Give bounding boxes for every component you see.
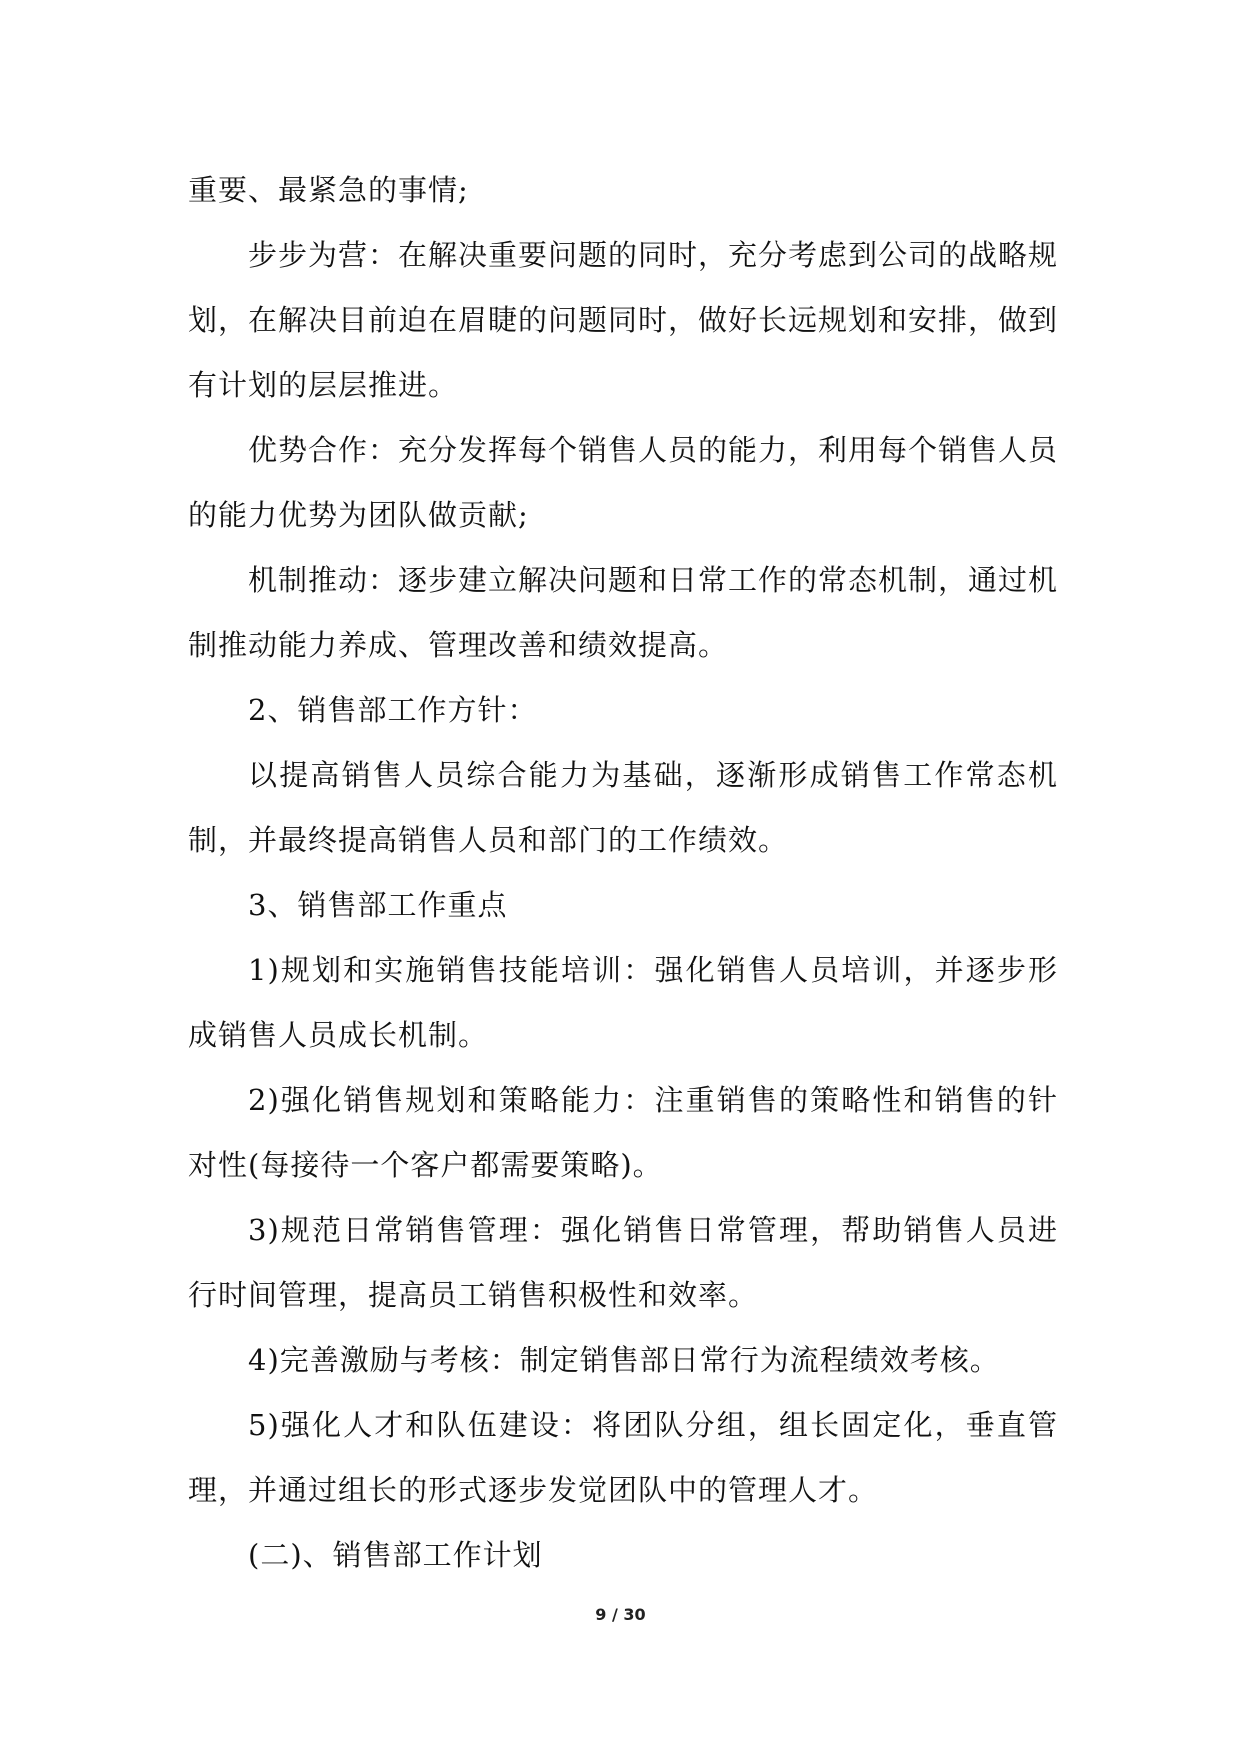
list-item-5: 5)强化人才和队伍建设：将团队分组，组长固定化，垂直管理，并通过组长的形式逐步发觉团队中的管理人才。 — [188, 1408, 1058, 1507]
document-body — [188, 158, 1058, 1588]
section-heading-work-policy: 2、销售部工作方针： — [248, 693, 538, 727]
paragraph-2: 步步为营：在解决重要问题的同时，充分考虑到公司的战略规划，在解决目前迫在眉睫的问题同时，做好长远规划和安排，做到有计划的层层推进。 — [188, 238, 1059, 402]
paragraph-4: 机制推动：逐步建立解决问题和日常工作的常态机制，通过机制推动能力养成、管理改善和绩效提高。 — [188, 563, 1059, 662]
page-number: 9 / 30 — [595, 1605, 646, 1624]
list-item-4: 4)完善激励与考核：制定销售部日常行为流程绩效考核。 — [248, 1343, 1000, 1377]
list-item-3: 3)规范日常销售管理：强化销售日常管理，帮助销售人员进行时间管理，提高员工销售积极性和效率。 — [188, 1213, 1058, 1312]
list-item-2: 2)强化销售规划和策略能力：注重销售的策略性和销售的针对性(每接待一个客户都需要策略)。 — [188, 1083, 1058, 1182]
paragraph-1: 重要、最紧急的事情; — [188, 173, 469, 207]
paragraph-3: 优势合作：充分发挥每个销售人员的能力，利用每个销售人员的能力优势为团队做贡献; — [188, 433, 1059, 532]
section-heading-work-plan: (二)、销售部工作计划 — [248, 1538, 543, 1572]
section-heading-work-focus: 3、销售部工作重点 — [248, 888, 508, 922]
paragraph-6: 以提高销售人员综合能力为基础，逐渐形成销售工作常态机制，并最终提高销售人员和部门的工作绩效。 — [188, 758, 1058, 857]
list-item-1: 1)规划和实施销售技能培训：强化销售人员培训，并逐步形成销售人员成长机制。 — [188, 953, 1058, 1052]
